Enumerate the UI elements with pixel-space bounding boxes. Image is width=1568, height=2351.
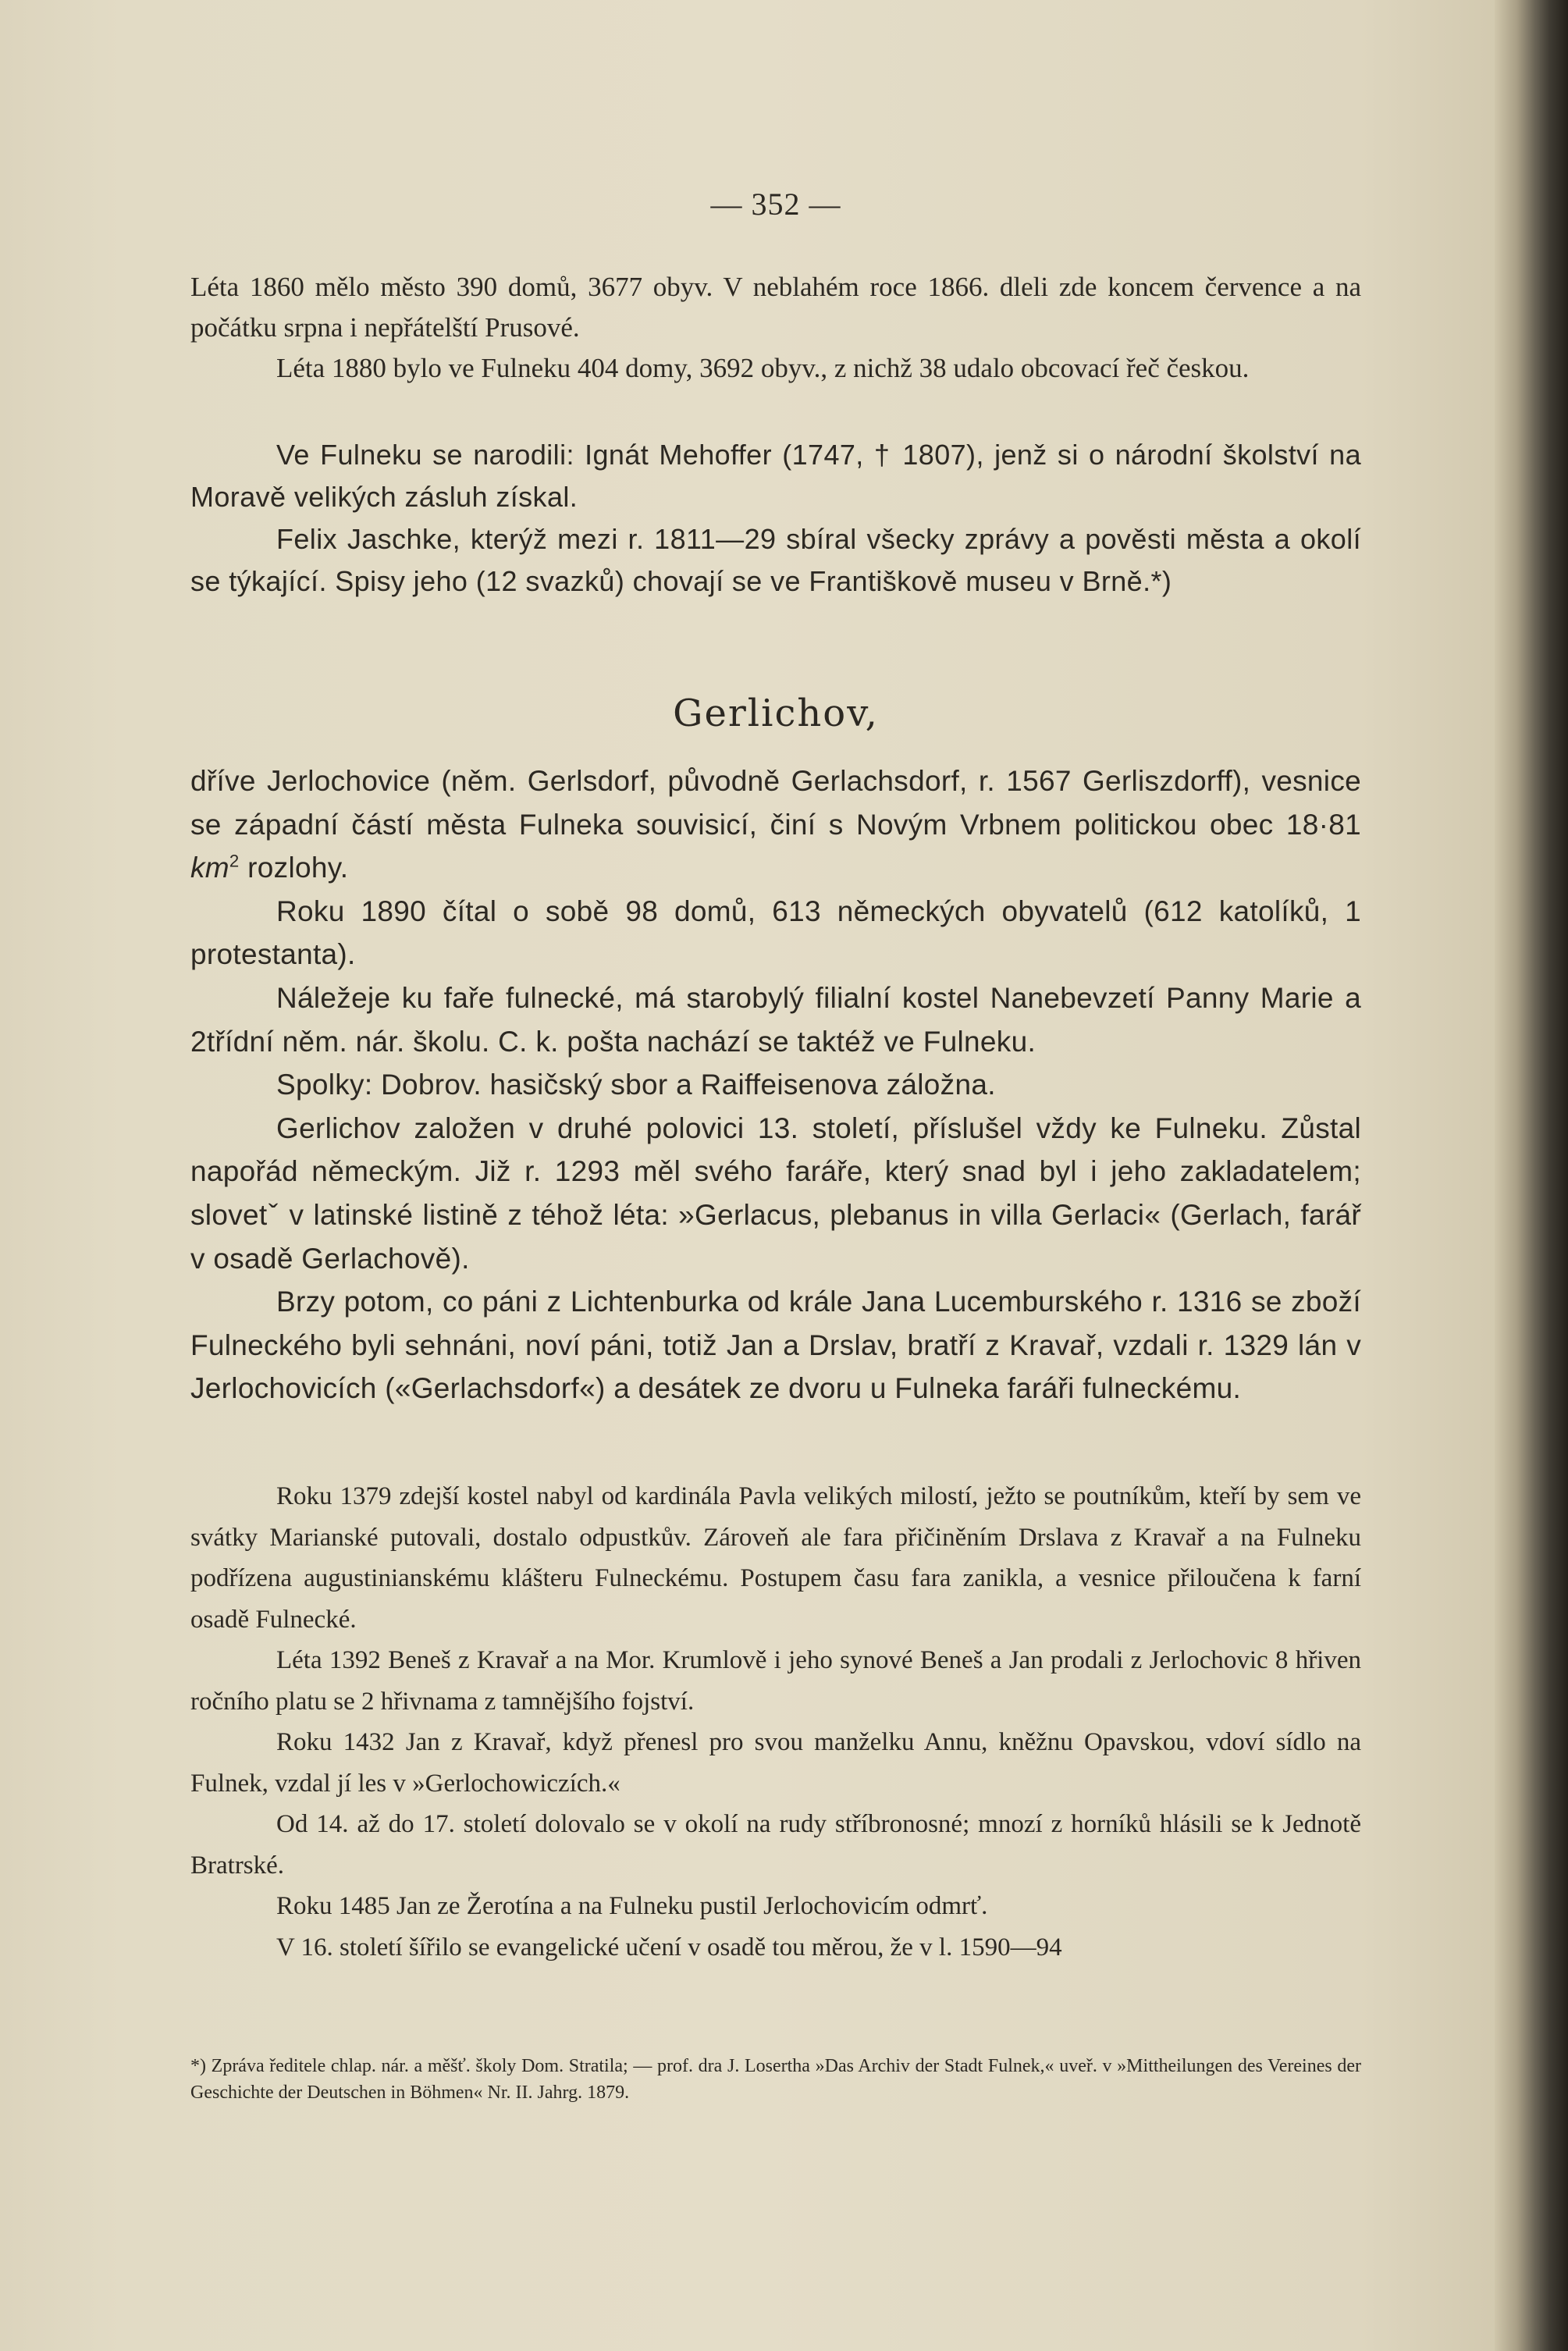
- paragraph: Ve Fulneku se narodili: Ignát Mehoffer (1747, † 1807), jenž si o národní školství na Moravě velikých zásluh získal.: [190, 439, 1361, 513]
- footnote: *) Zpráva ředitele chlap. nár. a měšť. školy Dom. Stratila; — prof. dra J. Losertha »Das Archiv der Stadt Fulnek,« uveř. v »Mittheilungen des Vereines der Geschichte der Deutschen in Böhmen« Nr. II. Jahrg. 1879.: [190, 2056, 1361, 2103]
- paragraph: Roku 1890 čítal o sobě 98 domů, 613 německých obyvatelů (612 katolíků, 1 protestanta).: [190, 895, 1361, 971]
- book-spine-shadow: [1495, 0, 1568, 2351]
- area-unit: km: [190, 852, 229, 884]
- gerlichov-section: [190, 759, 1361, 1410]
- history-section: [190, 1476, 1361, 1968]
- paragraph: Gerlichov založen v druhé polovici 13. století, příslušel vždy ke Fulneku. Zůstal napořád německým. Již r. 1293 měl svého faráře, který snad byl i jeho zakladatelem; slovetˇ v latinské listině z téhož léta: »Gerlacus, plebanus in villa Gerlaci« (Gerlach, farář v osadě Gerlachově).: [190, 1111, 1361, 1275]
- paragraph: Felix Jaschke, kterýž mezi r. 1811—29 sbíral všecky zprávy a pověsti města a okolí se týkající. Spisy jeho (12 svazků) chovají se ve Františkově museu v Brně.*): [190, 523, 1361, 597]
- section-heading: Gerlichov,: [673, 692, 879, 735]
- paragraph: [190, 759, 1361, 890]
- notable-people-section: [190, 434, 1361, 603]
- paragraph: Od 14. až do 17. století dolovalo se v okolí na rudy stříbronosné; mnozí z horníků hlásili se k Jednotě Bratrské.: [190, 1810, 1361, 1880]
- paragraph: Náležeje ku faře fulnecké, má starobylý filialní kostel Nanebevzetí Panny Marie a 2třídní něm. nár. školu. C. k. pošta nachází se taktéž ve Fulneku.: [190, 981, 1361, 1058]
- paragraph: Brzy potom, co páni z Lichtenburka od krále Jana Lucemburského r. 1316 se zboží Fulneckého byli sehnáni, noví páni, totiž Jan a Drslav, bratří z Kravař, vzdali r. 1329 lán v Jerlochovicích («Gerlachsdorf«) a desátek ze dvoru u Fulneka faráři fulneckému.: [190, 1286, 1361, 1405]
- paragraph: V 16. století šířilo se evangelické učení v osadě tou měrou, že v l. 1590—94: [276, 1933, 1062, 1962]
- paragraph: Spolky: Dobrov. hasičský sbor a Raiffeisenova záložna.: [276, 1069, 996, 1101]
- paragraph: Léta 1392 Beneš z Kravař a na Mor. Krumlově i jeho synové Beneš a Jan prodali z Jerlochovic 8 hřiven ročního platu se 2 hřivnama z tamnějšího fojství.: [190, 1646, 1361, 1716]
- paragraph: Léta 1880 bylo ve Fulneku 404 domy, 3692 obyv., z nichž 38 udalo obcovací řeč českou.: [276, 353, 1250, 383]
- paragraph: Roku 1485 Jan ze Žerotína a na Fulneku pustil Jerlochovicím odmrť.: [276, 1892, 988, 1920]
- paragraph: Roku 1432 Jan z Kravař, když přenesl pro svou manželku Annu, kněžnu Opavskou, vdoví sídlo na Fulnek, vzdal jí les v »Gerlochowiczích.«: [190, 1728, 1361, 1798]
- paragraph-text: dříve Jerlochovice (něm. Gerlsdorf, původně Gerlachsdorf, r. 1567 Gerliszdorff), vesnice se západní částí města Fulneka souvisicí, činí s Novým Vrbnem politickou obec 18·81: [190, 765, 1361, 841]
- paragraph: Léta 1860 mělo město 390 domů, 3677 obyv. V neblahém roce 1866. dleli zde koncem července a na počátku srpna i nepřátelští Prusové.: [190, 272, 1361, 343]
- paragraph-tail: rozlohy.: [247, 852, 349, 884]
- page-number: — 352 —: [710, 187, 841, 222]
- area-unit-exponent: 2: [229, 851, 240, 871]
- intro-statistics-section: [190, 267, 1361, 389]
- paragraph: Roku 1379 zdejší kostel nabyl od kardinála Pavla velikých milostí, ježto se poutníkům, kteří by sem ve svátky Marianské putovali, dostalo odpustkův. Zároveň ale fara přičiněním Drslava z Kravař a na Fulneku podřízena augustinianskému klášteru Fulneckému. Postupem času fara zanikla, a vesnice přiloučena k farní osadě Fulnecké.: [190, 1482, 1361, 1634]
